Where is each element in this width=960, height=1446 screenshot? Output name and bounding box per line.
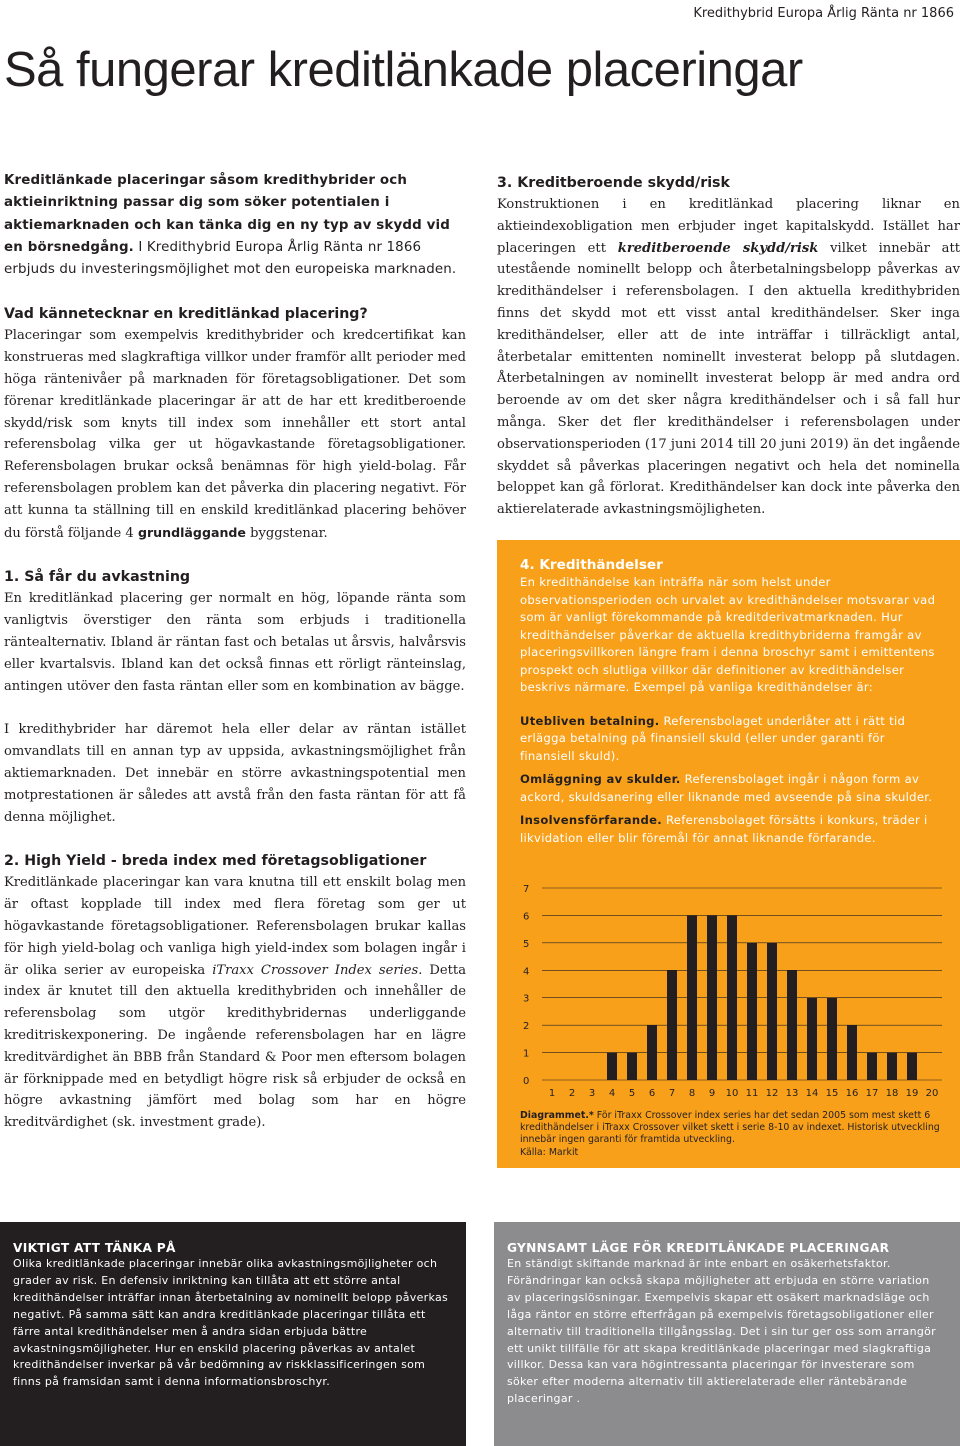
paragraph-what-text: Placeringar som exempelvis kredithybrider och kredcertifikat kan konstrueras med slagkraftiga villkor under framför allt perioder med höga räntenivåer på marknaden för företagsobligationer. Det som förenar kreditlänkade placeringar är att de har ett kreditberoende skydd/risk som knyts till index som innehåller ett stort antal referensbolag vilka ger ut högavkastande företagsobligationer. Referensbolagen brukar också benämnas för high yield-bolag. Får referensbolagen problem kan det påverka din placering negativt. För att kunna ta ställning till en enskild kreditlänkad placering behöver du förstå följande 4 bbox=[4, 328, 466, 541]
credit-event-2-text: Referensbolaget ingår i någon form av ackord, skuldsanering eller liknande med avseende på sina skulder. bbox=[520, 772, 933, 804]
chart-caption-source: Källa: Markit bbox=[520, 1146, 579, 1158]
credit-event-3-label: Insolvensförfarande. bbox=[520, 813, 662, 827]
x-tick-label: 13 bbox=[785, 1088, 799, 1099]
right-column bbox=[497, 172, 960, 521]
y-tick-label: 1 bbox=[523, 1048, 530, 1060]
section-heading-what: Vad kännetecknar en kreditlänkad placering? bbox=[4, 306, 368, 323]
credit-event-3 bbox=[520, 812, 940, 847]
favourable-box-heading: GYNNSAMT LÄGE FÖR KREDITLÄNKADE PLACERINGAR bbox=[507, 1241, 890, 1255]
x-tick-label: 12 bbox=[765, 1088, 779, 1099]
chart-bar bbox=[787, 970, 797, 1080]
x-tick-label: 10 bbox=[725, 1088, 739, 1099]
lead-text-a: Kreditlänkade placeringar såsom kredithybrider och aktieinriktning passar dig som söker potentialen i aktiemarknaden och kan tänka dig en ny typ av skydd vid en börsnedgång. bbox=[4, 173, 451, 255]
chart-bar bbox=[747, 943, 757, 1080]
chart-grid bbox=[542, 888, 942, 1080]
x-tick-label: 16 bbox=[845, 1088, 859, 1099]
favourable-box-text: En ständigt skiftande marknad är inte enbart en osäkerhetsfaktor. Förändringar kan också skapa möjligheter att erbjuda en större variation av placeringslösningar. Exempelvis skapar ett osäkert marknadsläge och låga räntor en större efterfrågan på exempelvis företagsobligationer eller alternativ till traditionella tillgångsslag. Det i sin tur ger oss som arrangör ett unikt tillfälle för att skapa kreditlänkade placeringar med slagkraftiga villkor. Dessa kan vara högintressanta placeringar för investerare som söker efter moderna alternativ till aktierelaterade eller räntebärande placeringar . bbox=[507, 1257, 936, 1406]
chart-caption-label: Diagrammet.* bbox=[520, 1110, 594, 1121]
credit-events-chart bbox=[497, 880, 960, 1110]
chart-caption bbox=[520, 1110, 940, 1159]
paragraph-2 bbox=[4, 872, 466, 1134]
x-tick-label: 17 bbox=[865, 1088, 879, 1099]
paragraph-3-italic: kreditberoende skydd/risk bbox=[617, 240, 819, 256]
credit-event-2-label: Omläggning av skulder. bbox=[520, 772, 681, 786]
x-tick-label: 18 bbox=[885, 1088, 899, 1099]
chart-bar bbox=[887, 1053, 897, 1080]
x-tick-label: 7 bbox=[668, 1088, 676, 1099]
chart-caption-text: För iTraxx Crossover index series har det sedan 2005 som mest skett 6 kredithändelser i iTraxx Crossover vilket skett i serie 8-10 av indexet. Historisk utveckling innebär ingen garanti för framtida utveckling. bbox=[520, 1110, 940, 1146]
paragraph-2-text-a: Kreditlänkade placeringar kan vara knutna till ett enskilt bolag men är oftast kopplade till index med flera företag som ger ut högavkastande företagsobligationer. Referensbolagen brukar kallas för high yield-bolag och vanliga high yield-index som bolagen ingår i är olika serier av europeiska bbox=[4, 875, 466, 978]
paragraph-3 bbox=[497, 194, 960, 521]
running-header: Kredithybrid Europa Årlig Ränta nr 1866 bbox=[693, 6, 954, 21]
chart-x-ticks bbox=[549, 1088, 939, 1099]
lead-text-b: I Kredithybrid Europa Årlig Ränta nr 1866 erbjuds du investeringsmöjlighet mot den europeiska marknaden. bbox=[4, 239, 457, 278]
x-tick-label: 4 bbox=[608, 1088, 616, 1099]
page-title: Så fungerar kreditlänkade placeringar bbox=[4, 43, 803, 97]
credit-event-1 bbox=[520, 713, 940, 766]
chart-bar bbox=[647, 1025, 657, 1080]
paragraph-3-text-b: vilket innebär att utestående nominellt belopp och återbetalningsbelopp påverkas av kredithändelser i referensbolagen. I den aktuella kredithybriden finns det skydd mot ett visst antal kredithändelser. Sker inga kredithändelser, eller att de inte inträffar i tillräckligt antal, återbetalar emittenten nominellt investerat belopp på slutdagen. Återbetalningen av nominellt investerat belopp är med andra ord beroende av om det sker några kredithändelser och i så fall hur många. Sker det fler kredithändelser i referensbolagen under observationsperioden (17 juni 2014 till 20 juni 2019) än det ingående skyddet så påverkas placeringen negativt och hela det nominella beloppet kan gå förlorat. Kredithändelser kan dock inte påverka den aktierelaterade avkastningsmöjligheten. bbox=[497, 240, 960, 518]
section-heading-1: 1. Så får du avkastning bbox=[4, 569, 191, 586]
x-tick-label: 15 bbox=[825, 1088, 839, 1099]
paragraph-2-italic: iTraxx Crossover Index series bbox=[212, 962, 419, 978]
y-tick-label: 7 bbox=[523, 884, 530, 895]
paragraph-2-text-b: . Detta index är knutet till den aktuella kredithybriden och innehåller de referensbolag som utgör kredithybridernas underliggande kreditriskexponering. De ingående referensbolagen har en lägre kreditvärdighet än BBB från Standard & Poor men eftersom bolagen är förknippade med en betydligt högre risk så erbjuder de också en högre avkastning jämfört med bolag som har en högre kreditvärdighet (sk. investment grade). bbox=[4, 962, 466, 1131]
x-tick-label: 14 bbox=[805, 1088, 819, 1099]
x-tick-label: 20 bbox=[925, 1088, 939, 1099]
x-tick-label: 2 bbox=[568, 1088, 576, 1099]
y-tick-label: 5 bbox=[523, 938, 530, 950]
credit-event-1-text: Referensbolaget underlåter att i rätt tid erlägga betalning på finansiell skuld (eller under garanti för finansiell skuld). bbox=[520, 713, 906, 763]
section-heading-4: 4. Kredithändelser bbox=[520, 557, 663, 573]
x-tick-label: 11 bbox=[745, 1088, 759, 1099]
chart-bar bbox=[687, 915, 697, 1080]
favourable-box bbox=[494, 1222, 960, 1446]
x-tick-label: 19 bbox=[905, 1088, 919, 1099]
left-column bbox=[4, 170, 466, 1134]
paragraph-3-text-a: Konstruktionen i en kreditlänkad placering liknar en aktieindexobligation men erbjuder inget kapitalskydd. Istället har placeringen ett bbox=[497, 197, 960, 256]
x-tick-label: 3 bbox=[588, 1088, 596, 1099]
chart-bar bbox=[727, 915, 737, 1080]
credit-event-3-text: Referensbolaget försätts i konkurs, träder i likvidation eller blir föremål för annat liknande förfarande. bbox=[520, 813, 928, 845]
credit-events-box bbox=[497, 540, 960, 1168]
y-tick-label: 4 bbox=[523, 966, 530, 978]
chart-bar bbox=[667, 970, 677, 1080]
chart-bar bbox=[767, 943, 777, 1080]
chart-bar bbox=[707, 915, 717, 1080]
chart-bar bbox=[827, 998, 837, 1080]
chart-y-ticks bbox=[523, 884, 529, 1087]
paragraph-1b: I kredithybrider har däremot hela eller delar av räntan istället omvandlats till en annan typ av uppsida, avkastningsmöjlighet från aktiemarknaden. Det innebär en större avkastningspotential men motprestationen är således att avstå från den fasta räntan för att få denna möjlighet. bbox=[4, 722, 466, 825]
y-tick-label: 6 bbox=[523, 911, 530, 923]
paragraph-what bbox=[4, 325, 466, 544]
section-heading-3: 3. Kreditberoende skydd/risk bbox=[497, 175, 730, 191]
chart-bar bbox=[807, 998, 817, 1080]
credit-event-1-label: Utebliven betalning. bbox=[520, 713, 660, 728]
x-tick-label: 6 bbox=[648, 1088, 656, 1099]
x-tick-label: 1 bbox=[548, 1088, 556, 1099]
chart-bar bbox=[607, 1053, 617, 1080]
chart-bar bbox=[847, 1025, 857, 1080]
paragraph-1a: En kreditlänkad placering ger normalt en hög, löpande ränta som vanligtvis överstiger den ränta som erbjuds i traditionella räntealternativ. Ibland är räntan fast och betalas ut årsvis, halvårsvis eller kvartalsvis. Ibland kan det också finnas ett rörligt ränteinslag, antingen utöver den fasta räntan eller som en kombination av bägge. bbox=[4, 591, 466, 694]
paragraph-4: En kredithändelse kan inträffa när som helst under observationsperioden och urvalet av kredithändelser motsvarar vad som är vanligt förekommande på kreditderivatmarknaden. Hur kredithändelser påverkar de aktuella kredithybriderna framgår av placeringsvillkoren längre fram i denna broschyr samt i emittentens prospekt och slutliga villkor där definitioner av kredithändelser beskrivs närmare. Exempel på vanliga kredithändelser är: bbox=[520, 575, 936, 694]
y-tick-label: 0 bbox=[523, 1076, 530, 1087]
x-tick-label: 8 bbox=[688, 1088, 696, 1099]
chart-bar bbox=[867, 1053, 877, 1080]
paragraph-what-bold: grundläggande bbox=[137, 524, 246, 540]
important-box-text: Olika kreditlänkade placeringar innebär olika avkastningsmöjligheter och grader av risk. En defensiv inriktning kan tillåta att ett större antal kredithändelser inträffar innan återbetalning av nominellt belopp påverkas negativt. På samma sätt kan andra kreditlänkade placeringar tillåta ett färre antal kredithändelser men å andra sidan erbjuda bättre avkastningsmöjligheter. Hur en enskild placering påverkas av antalet kredithändelser inverkar på vår bedömning av riskklassificeringen som finns på framsidan samt i denna informationsbroschyr. bbox=[13, 1257, 449, 1389]
y-tick-label: 2 bbox=[523, 1021, 530, 1033]
chart-bar bbox=[907, 1053, 917, 1080]
credit-event-2 bbox=[520, 771, 940, 806]
lead-paragraph bbox=[4, 170, 466, 281]
section-heading-2: 2. High Yield - breda index med företagsobligationer bbox=[4, 853, 427, 870]
important-box-heading: VIKTIGT ATT TÄNKA PÅ bbox=[13, 1241, 176, 1255]
important-box bbox=[0, 1222, 466, 1446]
y-tick-label: 3 bbox=[523, 993, 530, 1005]
x-tick-label: 5 bbox=[628, 1088, 636, 1099]
chart-bar bbox=[627, 1053, 637, 1080]
paragraph-what-end: byggstenar. bbox=[245, 525, 328, 541]
x-tick-label: 9 bbox=[708, 1088, 716, 1099]
